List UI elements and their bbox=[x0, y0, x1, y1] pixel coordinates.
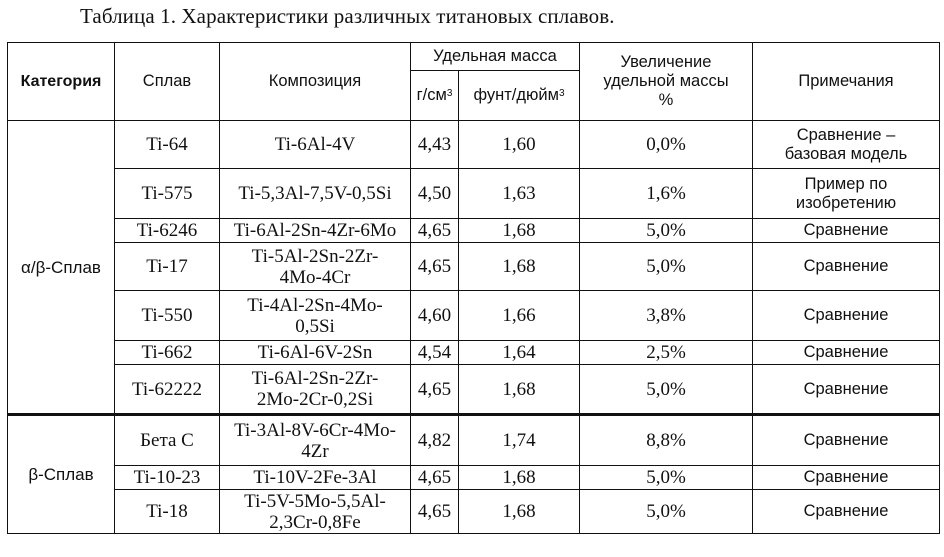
table-caption: Таблица 1. Характеристики различных титановых сплавов. bbox=[80, 4, 615, 28]
table-row bbox=[8, 121, 940, 169]
note-cell: Сравнение bbox=[753, 365, 940, 415]
composition-cell: Ti-6Al-2Sn-2Zr- 2Mo-2Cr-0,2Si bbox=[220, 365, 411, 415]
density-g-cm3-cell: 4,65 bbox=[411, 365, 459, 415]
density-g-cm3-cell: 4,65 bbox=[411, 243, 459, 291]
mass-increase-cell: 8,8% bbox=[580, 415, 753, 466]
density-g-cm3-cell: 4,60 bbox=[411, 291, 459, 341]
alloy-cell: Бета С bbox=[115, 415, 220, 466]
density-lb-in3-cell: 1,68 bbox=[459, 243, 580, 291]
table-row bbox=[8, 243, 940, 291]
alloy-cell: Ti-6246 bbox=[115, 219, 220, 243]
mass-increase-cell: 5,0% bbox=[580, 219, 753, 243]
density-lb-in3-cell: 1,68 bbox=[459, 490, 580, 534]
note-cell: Пример по изобретению bbox=[753, 169, 940, 219]
titanium-alloys-table bbox=[7, 42, 940, 534]
density-g-cm3-cell: 4,43 bbox=[411, 121, 459, 169]
note-cell: Сравнение bbox=[753, 466, 940, 490]
header-unit-lb-in3: фунт/дюйм$^3$ bbox=[459, 71, 580, 121]
composition-cell: Ti-5V-5Mo-5,5Al- 2,3Cr-0,8Fe bbox=[220, 490, 411, 534]
header-notes: Примечания bbox=[753, 43, 940, 121]
header-mass-increase: Увеличение удельной массы % bbox=[580, 43, 753, 121]
density-lb-in3-cell: 1,68 bbox=[459, 365, 580, 415]
density-lb-in3-cell: 1,64 bbox=[459, 341, 580, 365]
table-row bbox=[8, 169, 940, 219]
composition-cell: Ti-5Al-2Sn-2Zr- 4Mo-4Cr bbox=[220, 243, 411, 291]
table-row bbox=[8, 490, 940, 534]
note-cell: Сравнение bbox=[753, 341, 940, 365]
mass-increase-cell: 5,0% bbox=[580, 466, 753, 490]
composition-cell: Ti-4Al-2Sn-4Mo- 0,5Si bbox=[220, 291, 411, 341]
alloy-cell: Ti-10-23 bbox=[115, 466, 220, 490]
density-g-cm3-cell: 4,54 bbox=[411, 341, 459, 365]
category-cell: α/β-Сплав bbox=[8, 121, 115, 415]
mass-increase-cell: 0,0% bbox=[580, 121, 753, 169]
density-g-cm3-cell: 4,65 bbox=[411, 490, 459, 534]
composition-cell: Ti-6Al-2Sn-4Zr-6Mo bbox=[220, 219, 411, 243]
alloy-cell: Ti-64 bbox=[115, 121, 220, 169]
density-g-cm3-cell: 4,65 bbox=[411, 466, 459, 490]
mass-increase-cell: 2,5% bbox=[580, 341, 753, 365]
note-cell: Сравнение – базовая модель bbox=[753, 121, 940, 169]
alloy-cell: Ti-18 bbox=[115, 490, 220, 534]
density-lb-in3-cell: 1,66 bbox=[459, 291, 580, 341]
header-specific-mass: Удельная масса bbox=[411, 43, 580, 71]
composition-cell: Ti-6Al-6V-2Sn bbox=[220, 341, 411, 365]
mass-increase-cell: 5,0% bbox=[580, 243, 753, 291]
header-alloy: Сплав bbox=[115, 43, 220, 121]
header-category: Категория bbox=[8, 43, 115, 121]
composition-cell: Ti-3Al-8V-6Cr-4Mo- 4Zr bbox=[220, 415, 411, 466]
alloy-cell: Ti-62222 bbox=[115, 365, 220, 415]
note-cell: Сравнение bbox=[753, 219, 940, 243]
note-cell: Сравнение bbox=[753, 291, 940, 341]
composition-cell: Ti-5,3Al-7,5V-0,5Si bbox=[220, 169, 411, 219]
table-row bbox=[8, 415, 940, 466]
composition-cell: Ti-6Al-4V bbox=[220, 121, 411, 169]
mass-increase-cell: 1,6% bbox=[580, 169, 753, 219]
table-row bbox=[8, 341, 940, 365]
mass-increase-cell: 5,0% bbox=[580, 490, 753, 534]
density-g-cm3-cell: 4,50 bbox=[411, 169, 459, 219]
category-cell: β-Сплав bbox=[8, 415, 115, 534]
density-lb-in3-cell: 1,60 bbox=[459, 121, 580, 169]
alloy-cell: Ti-662 bbox=[115, 341, 220, 365]
mass-increase-cell: 5,0% bbox=[580, 365, 753, 415]
alloy-cell: Ti-17 bbox=[115, 243, 220, 291]
table-row bbox=[8, 466, 940, 490]
density-lb-in3-cell: 1,68 bbox=[459, 466, 580, 490]
alloy-cell: Ti-550 bbox=[115, 291, 220, 341]
note-cell: Сравнение bbox=[753, 490, 940, 534]
header-composition: Композиция bbox=[220, 43, 411, 121]
note-cell: Сравнение bbox=[753, 415, 940, 466]
composition-cell: Ti-10V-2Fe-3Al bbox=[220, 466, 411, 490]
density-lb-in3-cell: 1,68 bbox=[459, 219, 580, 243]
header-unit-g-cm3: $г/см^3$ bbox=[411, 71, 459, 121]
table-row bbox=[8, 365, 940, 415]
note-cell: Сравнение bbox=[753, 243, 940, 291]
density-lb-in3-cell: 1,63 bbox=[459, 169, 580, 219]
table-row bbox=[8, 291, 940, 341]
density-g-cm3-cell: 4,82 bbox=[411, 415, 459, 466]
density-lb-in3-cell: 1,74 bbox=[459, 415, 580, 466]
mass-increase-cell: 3,8% bbox=[580, 291, 753, 341]
alloy-cell: Ti-575 bbox=[115, 169, 220, 219]
table-row bbox=[8, 219, 940, 243]
density-g-cm3-cell: 4,65 bbox=[411, 219, 459, 243]
